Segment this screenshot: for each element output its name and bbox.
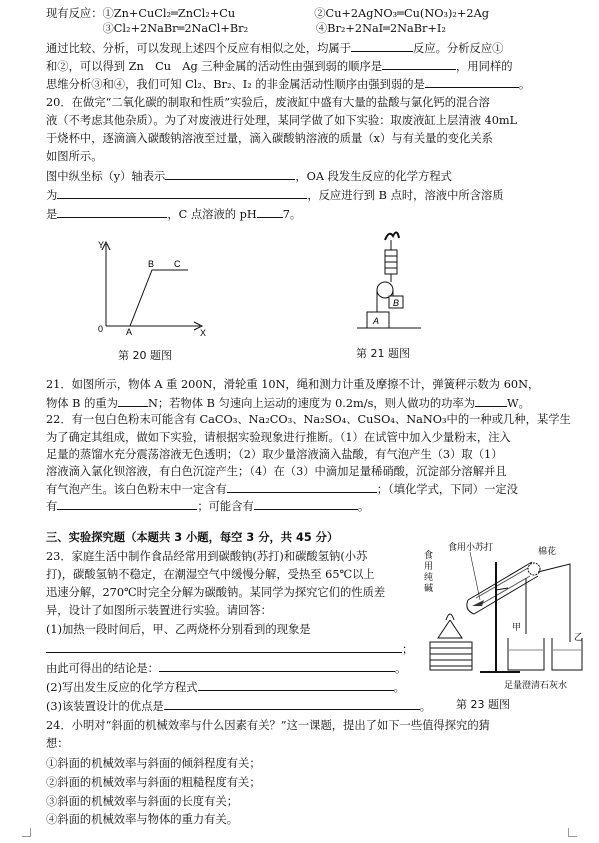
reactions-line-2: ③Cl₂+2NaBr═2NaCl+Br₂ ④Br₂+2NaI═2NaBr+I₂ (46, 22, 446, 35)
label-jia: 甲 (512, 622, 522, 632)
q22-line-3: 足量的蒸馏水充分震荡溶液无色透明；（2）取少量溶液滴入盐酸，有气泡产生（3）取（1） (46, 448, 503, 461)
point-a-label: A (126, 327, 133, 336)
q23-line-8: (2)写出发生反应的化学方程式 。 (46, 681, 405, 694)
q23-line-9: (3)该装置设计的优点是 。 (46, 700, 431, 713)
q22-line-2: 为了确定其组成，做如下实验，请根据实验现象进行推断。（1）在试管中加入少量粉末，注入 (46, 431, 511, 444)
point-b-label: B (148, 259, 155, 269)
answer-blank[interactable] (227, 481, 377, 493)
q22-line-4: 溶液滴入氯化钡溶液，有白色沉淀产生；（4）在（3）中滴加足量稀硝酸，沉淀部分溶解并且 (46, 465, 507, 478)
q21-line-2: 物体 B 的重为 N；若物体 B 匀速向上运动的速度为 0.2m/s，则人做功的功率为 W。 (46, 397, 530, 410)
figure-20-caption: 第 20 题图 (118, 349, 172, 362)
block-a-label: A (373, 316, 380, 326)
figure-23-caption: 第 23 题图 (456, 698, 510, 711)
figure-20-graph (90, 236, 220, 336)
answer-blank[interactable] (254, 498, 358, 510)
q20-line-2: 液（不考虑其他杂质）。为了对废液进行处理，某同学做了如下实验：取废液缸上层清液 40mL (46, 114, 518, 127)
label-cotton: 棉花 (538, 546, 557, 556)
q23-line-6: ； (46, 641, 413, 657)
y-axis-label: Y (98, 240, 105, 250)
q22-line-6: 有 ；可能含有 。 (46, 500, 370, 513)
figure-23-apparatus (420, 542, 586, 694)
q19-line-3: 思维分析③和④，我们可知 Cl₂、Br₂、I₂ 的非金属活动性顺序由强到弱的是 。 (46, 78, 531, 91)
answer-blank[interactable] (57, 498, 197, 510)
page-corner-mark (568, 828, 577, 837)
figure-21-caption: 第 21 题图 (356, 347, 410, 360)
answer-blank[interactable] (165, 168, 295, 180)
reactions-line-1: 现有反应：①Zn+CuCl₂═ZnCl₂+Cu ②Cu+2AgNO₃═Cu(NO₃)₂+2Ag (46, 7, 489, 20)
q21-line-1: 21．如图所示，物体 A 重 200N，滑轮重 10N，绳和测力计重及摩擦不计，弹簧秤示数为 60N， (46, 378, 540, 391)
answer-blank[interactable] (475, 395, 507, 407)
label-soda-4: 碱 (424, 583, 434, 593)
svg-text:用: 用 (424, 561, 434, 571)
label-limewater: 足量澄清石灰水 (504, 680, 568, 690)
q22-line-1: 22．有一包白色粉末可能含有 CaCO₃、Na₂CO₃、Na₂SO₄、CuSO₄、NaNO₃中的一种或几种，某学生 (46, 413, 571, 426)
label-baking-soda: 食用小苏打 (448, 542, 494, 552)
q23-line-4: 异，设计了如图所示装置进行实验。请回答： (46, 604, 272, 617)
q19-line-1: 通过比较、分析，可以发现上述四个反应有相似之处，均属于 反应。分析反应① (46, 42, 504, 55)
answer-blank[interactable] (198, 679, 394, 691)
answer-blank[interactable] (164, 698, 420, 710)
block-b-label: B (393, 298, 400, 308)
x-axis-label: X (200, 328, 207, 336)
q23-line-1: 23．家庭生活中制作食品经常用到碳酸钠(苏打)和碳酸氢钠(小苏 (46, 550, 368, 563)
answer-blank[interactable] (46, 641, 402, 653)
label-yi: 乙 (574, 632, 584, 642)
label-soda-1: 食 (424, 550, 434, 560)
q20-line-1: 20．在做完“二氧化碳的制取和性质”实验后，废液缸中盛有大量的盐酸与氯化钙的混合溶 (46, 96, 490, 109)
hypothesis-1: ①斜面的机械效率与斜面的倾斜程度有关； (46, 757, 261, 770)
answer-blank[interactable] (257, 206, 283, 218)
q23-line-5: (1)加热一段时间后，甲、乙两烧杯分别看到的现象是 (46, 623, 311, 636)
section-heading: 三、实验探究题（本题共 3 小题，每空 3 分，共 45 分） (46, 531, 339, 544)
origin-label: 0 (98, 324, 104, 334)
q20-line-5: 图中纵坐标（y）轴表示 ，OA 段发生反应的化学方程式 (46, 170, 452, 183)
page-corner-mark (22, 828, 31, 837)
answer-blank[interactable] (159, 660, 395, 672)
q24-line-2: 想： (46, 737, 69, 750)
answer-blank[interactable] (382, 58, 456, 70)
q20-line-3: 于烧杯中，逐滴滴入碳酸钠溶液至过量，滴入碳酸钠溶液的质量（x）与有关量的变化关系 (46, 132, 493, 145)
figure-21-pulley (355, 226, 425, 336)
answer-blank[interactable] (57, 187, 307, 199)
q19-line-2: 和②，可以得到 Zn Cu Ag 三种金属的活动性由强到弱的顺序是 ，用同样的 (46, 60, 513, 73)
q20-line-7: 是 ，C 点溶液的 pH 7。 (46, 208, 302, 221)
answer-blank[interactable] (118, 395, 148, 407)
graph-curve (106, 270, 188, 326)
answer-blank[interactable] (425, 76, 519, 88)
point-c-label: C (174, 259, 181, 269)
q23-line-3: 迅速分解，270℃时完全分解为碳酸钠。某同学为探究它们的性质差 (46, 586, 386, 599)
answer-blank[interactable] (57, 206, 167, 218)
answer-blank[interactable] (351, 40, 413, 52)
hypothesis-4: ④斜面的机械效率与物体的重力有关。 (46, 813, 239, 826)
hypothesis-3: ③斜面的机械效率与斜面的长度有关； (46, 795, 239, 808)
svg-text:纯: 纯 (424, 572, 434, 582)
q23-line-2: 打)，碳酸氢钠不稳定，在潮湿空气中缓慢分解，受热至 65℃以上 (46, 568, 375, 581)
q20-line-6: 为 ，反应进行到 B 点时，溶液中所含溶质 (46, 189, 504, 202)
q22-line-5: 有气泡产生。该白色粉末中一定含有 ；（填化学式，下同）一定没 (46, 483, 518, 496)
hypothesis-2: ②斜面的机械效率与斜面的粗糙程度有关； (46, 776, 261, 789)
q20-line-4: 如图所示。 (46, 150, 103, 163)
q24-line-1: 24．小明对“斜面的机械效率与什么因素有关？”这一课题，提出了如下一些值得探究的猜 (46, 719, 490, 732)
q23-line-7: 由此可得出的结论是： 。 (46, 662, 407, 675)
